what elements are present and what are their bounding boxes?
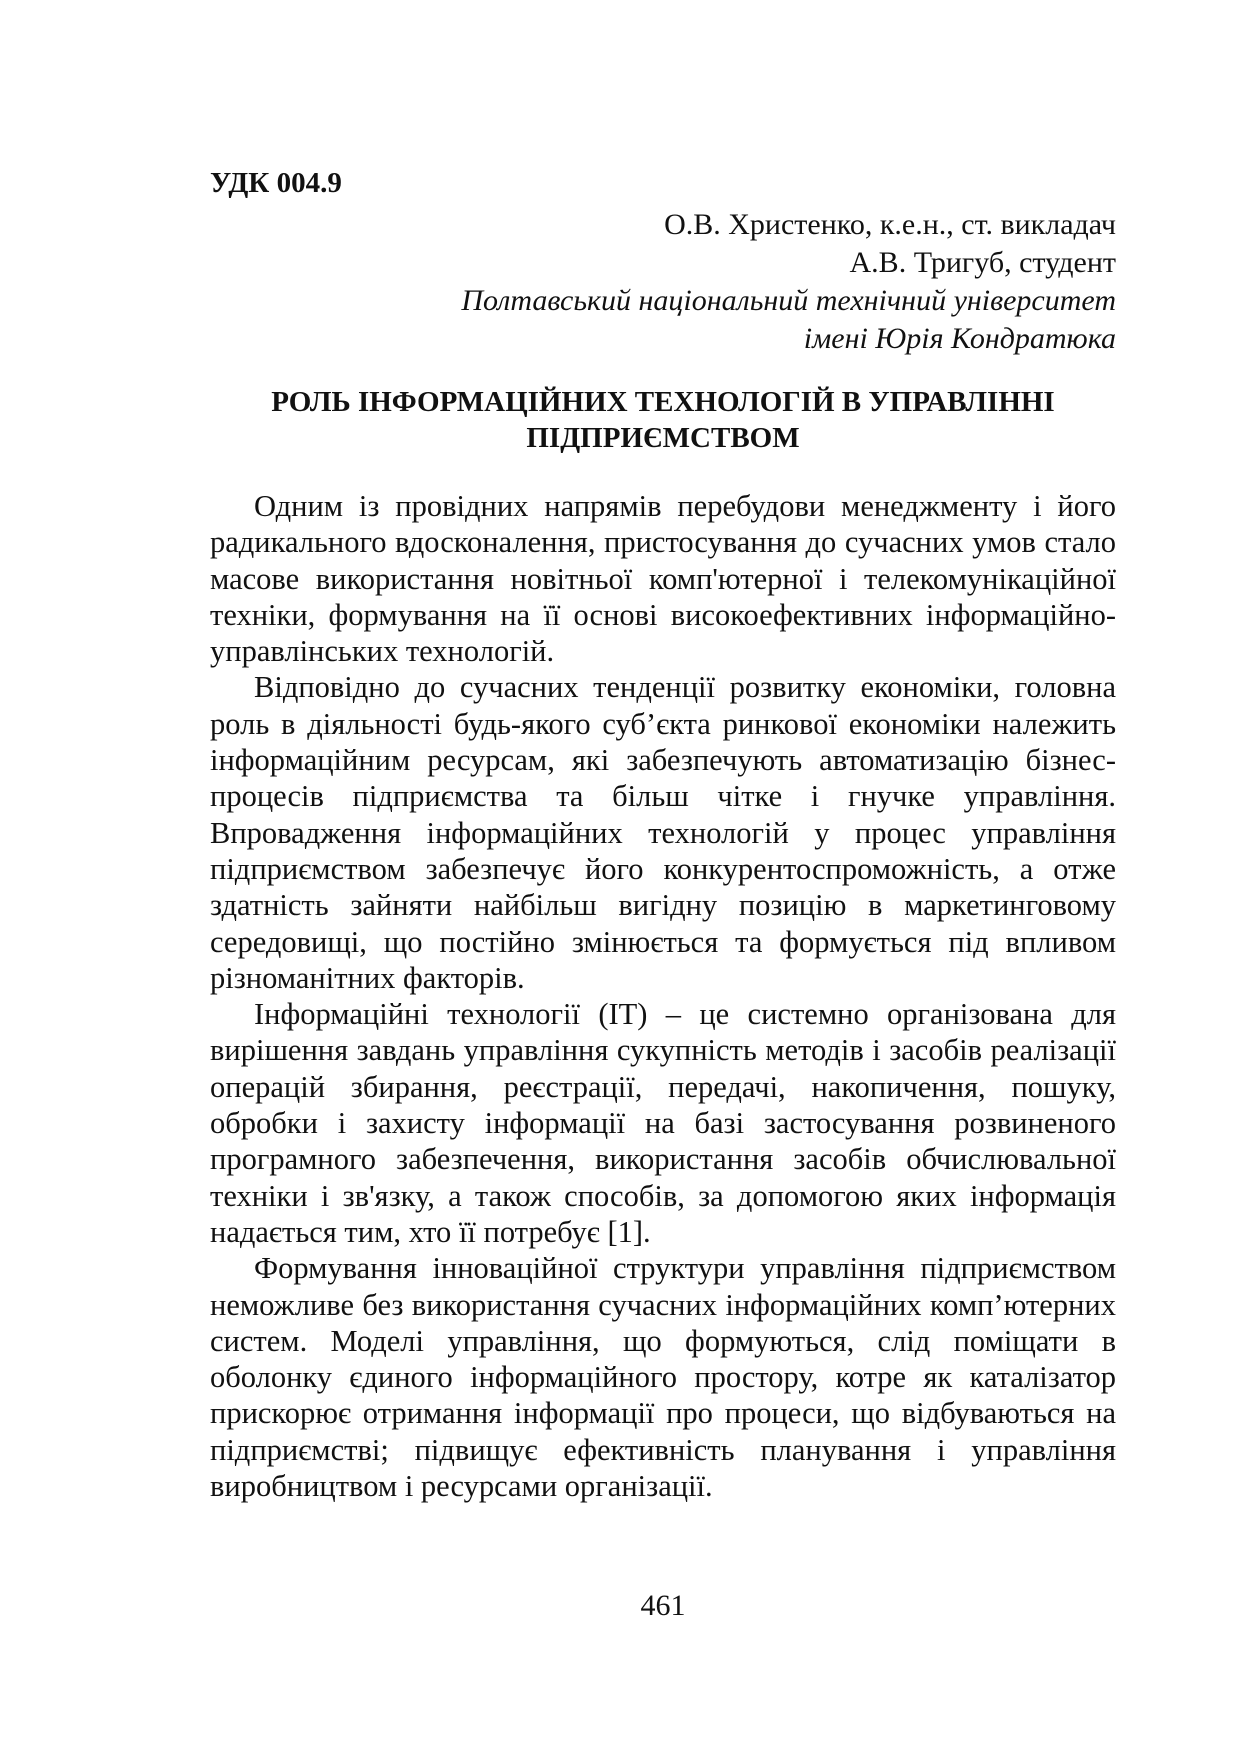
body-paragraph: Одним із провідних напрямів перебудови менеджменту і його радикального вдосконалення, пристосування до сучасних умов стало масове використання новітньої комп'ютерної і телекомунікаційної техніки, формування на її основі високоефективних інформаційно-управлінських технологій.: [210, 489, 1116, 669]
author-block: [216, 206, 1116, 358]
article-title: [210, 384, 1116, 456]
author-2: А.В. Тригуб, студент: [849, 246, 1116, 279]
body-paragraph: Формування інноваційної структури управління підприємством неможливе без використання сучасних інформаційних комп’ютерних систем. Моделі управління, що формуються, слід поміщати в оболонку єдиного інформаційного простору, котре як каталізатор прискорює отримання інформації про процеси, що відбуваються на підприємстві; підвищує ефективність планування і управління виробництвом і ресурсами організації.: [210, 1251, 1116, 1504]
udk-code: УДК 004.9: [210, 167, 342, 199]
author-1: О.В. Христенко, к.е.н., ст. викладач: [664, 208, 1116, 241]
page-number: 461: [640, 1589, 686, 1622]
body-paragraph: Інформаційні технології (ІТ) – це системно організована для вирішення завдань управління сукупність методів і засобів реалізації операцій збирання, реєстрації, передачі, накопичення, пошуку, обробки і захисту інформації на базі застосування розвиненого програмного забезпечення, використання засобів обчислювальної техніки і зв'язку, а також способів, за допомогою яких інформація надається тим, хто її потребує [1].: [210, 997, 1116, 1249]
title-line-2: ПІДПРИЄМСТВОМ: [526, 422, 800, 454]
article-body: [210, 488, 1116, 1504]
title-line-1: РОЛЬ ІНФОРМАЦІЙНИХ ТЕХНОЛОГІЙ В УПРАВЛІННІ: [271, 386, 1055, 418]
body-paragraph: Відповідно до сучасних тенденції розвитку економіки, головна роль в діяльності будь-якого суб’єкта ринкової економіки належить інформаційним ресурсам, які забезпечують автоматизацію бізнес-процесів підприємства та більш чітке і гнучке управління. Впровадження інформаційних технологій у процес управління підприємством забезпечує його конкурентоспроможність, а отже здатність зайняти найбільш вигідну позицію в маркетинговому середовищі, що постійно змінюється та формується під впливом різноманітних факторів.: [210, 670, 1116, 995]
affiliation-line-2: імені Юрія Кондратюка: [803, 322, 1116, 355]
affiliation-line-1: Полтавський національний технічний університет: [461, 284, 1116, 317]
